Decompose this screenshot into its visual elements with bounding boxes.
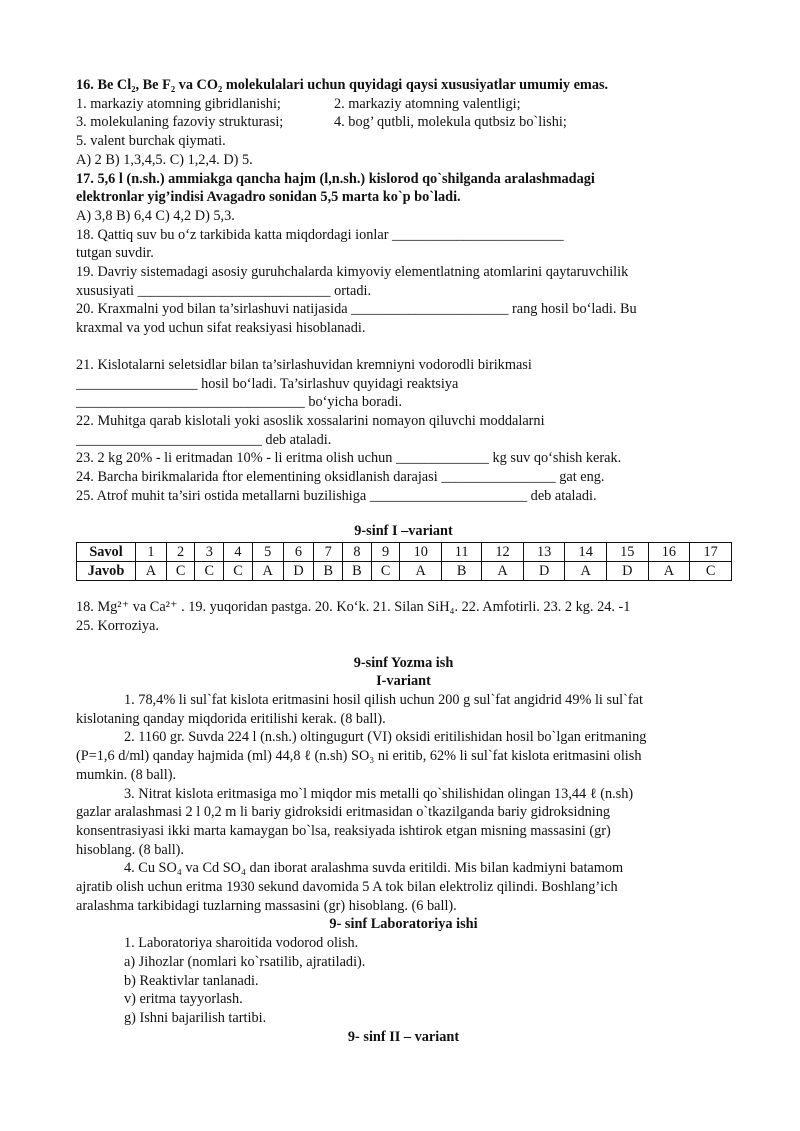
answer-table <box>76 542 732 581</box>
task3-line2: gazlar aralashmasi 2 l 0,2 m li bariy gidroksidi eritmasidan o`tkazilganda bariy gidroksidning <box>76 804 611 821</box>
q16-option-4: 4. bog’ qutbli, molekula qutbsiz bo`lishi; <box>334 114 567 131</box>
q21-line1: 21. Kislotalarni seletsidlar bilan ta’sirlashuvidan kremniyni vodorodli birikmasi <box>76 356 532 373</box>
task3-line4: hisoblang. (8 ball). <box>76 841 185 858</box>
q16-title: 16. Be Cl₂, Be F₂ va CO₂ molekulalari uchun quyidagi qaysi xususiyatlar umumiy emas. <box>76 77 609 93</box>
answer-table-question-cell: 11 <box>442 543 482 562</box>
q16-row2 <box>76 113 731 132</box>
lab-item-g: g) Ishni bajarilish tartibi. <box>124 1009 267 1026</box>
q16-option-3: 3. molekulaning fazoviy strukturasi; <box>76 114 284 131</box>
answer-table-answer-cell: A <box>136 562 167 581</box>
task1-line1: 1. 78,4% li sul`fat kislota eritmasini hosil qilish uchun 200 g sul`fat angidrid 49% li sul`fat <box>124 691 643 708</box>
answer-table-question-cell: 15 <box>607 543 649 562</box>
task4-line3: aralashma tarkibidagi tuzlarning massasini (gr) hisoblang. (6 ball). <box>76 897 457 914</box>
q18-line1: 18. Qattiq suv bu o‘z tarkibida katta miqdordagi ionlar ________________________ <box>76 226 564 243</box>
task4-line1: 4. Cu SO₄ va Cd SO₄ dan iborat aralashma suvda eritildi. Mis bilan kadmiyni batamom <box>124 860 624 877</box>
q16-option-1: 1. markaziy atomning gibridlanishi; <box>76 95 281 112</box>
q24: 24. Barcha birikmalarida ftor elementining oksidlanish darajasi ________________ gat eng. <box>76 469 605 486</box>
answer-table-question-cell: 8 <box>343 543 372 562</box>
q21-line2: _________________ hosil bo‘ladi. Ta’sirlashuv quyidagi reaktsiya <box>76 375 459 392</box>
answer-table-question-cell: 17 <box>690 543 732 562</box>
q19-line1: 19. Davriy sistemadagi asosiy guruhchalarda kimyoviy elementlatning atomlarini qaytaruvchilik <box>76 264 629 281</box>
answer-table-question-cell: 10 <box>400 543 442 562</box>
answer-table-answer-cell: D <box>607 562 649 581</box>
answer-table-question-cell: 4 <box>224 543 253 562</box>
q22-line2: __________________________ deb ataladi. <box>76 431 332 448</box>
written-variant: I-variant <box>376 673 431 690</box>
answer-table-header-savol: Savol <box>77 543 136 562</box>
answer-table-answer-cell: A <box>648 562 690 581</box>
answer-table-answer-cell: A <box>400 562 442 581</box>
q22-line1: 22. Muhitga qarab kislotali yoki asoslik xossalarini nomayon qiluvchi moddalarni <box>76 412 545 429</box>
q16-option-2: 2. markaziy atomning valentligi; <box>334 95 521 112</box>
answer-table-answer-cell: C <box>690 562 732 581</box>
answer-table-answer-cell: C <box>371 562 400 581</box>
answer-table-answer-cell: A <box>565 562 607 581</box>
q21-line3: ________________________________ bo‘yicha boradi. <box>76 394 403 411</box>
answer-table-question-cell: 1 <box>136 543 167 562</box>
answer-table-question-cell: 9 <box>371 543 400 562</box>
task3-line3: konsentrasiyasi ikki marta kamaygan bo`lsa, reaksiyada ishtirok etgan misning massasini (gr) <box>76 822 611 839</box>
answer-table-answer-cell: C <box>195 562 224 581</box>
answer-table-answer-row <box>77 562 732 581</box>
q25: 25. Atrof muhit ta’siri ostida metallarni buzilishiga ______________________ deb ataladi. <box>76 487 597 504</box>
answer-table-question-cell: 16 <box>648 543 690 562</box>
q20-line1: 20. Kraxmalni yod bilan ta’sirlashuvi natijasida ______________________ rang hosil bo‘ladi. Bu <box>76 301 637 318</box>
q16-answers: A) 2 B) 1,3,4,5. C) 1,2,4. D) 5. <box>76 151 253 168</box>
answer-table-question-cell: 14 <box>565 543 607 562</box>
lab-title: 9- sinf Laboratoriya ishi <box>329 916 478 933</box>
answer-table-answer-cell: A <box>482 562 524 581</box>
q17-answers: A) 3,8 B) 6,4 C) 4,2 D) 5,3. <box>76 207 235 224</box>
lab-item1: 1. Laboratoriya sharoitida vodorod olish. <box>124 935 359 952</box>
task3-line1: 3. Nitrat kislota eritmasiga mo`l miqdor mis metalli qo`shilishidan olingan 13,44 ℓ (n.sh) <box>124 785 634 802</box>
answer-table-answer-cell: B <box>442 562 482 581</box>
lab-item-b: b) Reaktivlar tanlanadi. <box>124 972 259 989</box>
q18-line2: tutgan suvdir. <box>76 245 154 262</box>
answer-table-question-cell: 13 <box>523 543 565 562</box>
variant2-title: 9- sinf II – variant <box>347 1028 460 1045</box>
answer-table-header-javob: Javob <box>77 562 136 581</box>
answer-table-answer-cell: C <box>224 562 253 581</box>
answer-table-question-cell: 7 <box>314 543 343 562</box>
lab-item-v: v) eritma tayyorlash. <box>124 991 243 1008</box>
answer-table-answer-cell: C <box>166 562 195 581</box>
lab-item-a: a) Jihozlar (nomlari ko`rsatilib, ajratiladi). <box>124 953 366 970</box>
answer-table-answer-cell: A <box>252 562 283 581</box>
variant-table-title: 9-sinf I –variant <box>354 523 453 540</box>
answer-table-question-cell: 5 <box>252 543 283 562</box>
answer-table-answer-cell: D <box>523 562 565 581</box>
answer-table-answer-cell: D <box>283 562 314 581</box>
q17-line1: 17. 5,6 l (n.sh.) ammiakga qancha hajm (l,n.sh.) kislorod qo`shilganda aralashmadagi <box>76 170 595 187</box>
q20-line2: kraxmal va yod uchun sifat reaksiyasi hisoblanadi. <box>76 320 366 337</box>
task1-line2: kislotaning qanday miqdorida eritilishi kerak. (8 ball). <box>76 710 386 727</box>
q17-line2: elektronlar yig’indisi Avagadro sonidan 5,5 marta ko`p bo`ladi. <box>76 189 461 206</box>
document-page <box>76 76 731 1046</box>
answer-table-question-cell: 6 <box>283 543 314 562</box>
open-answers-line1: 18. Mg²⁺ va Ca²⁺ . 19. yuqoridan pastga. 20. Ko‘k. 21. Silan SiH₄. 22. Amfotirli. 23. 2 kg. 24. -1 <box>76 599 631 616</box>
answer-table-question-cell: 2 <box>166 543 195 562</box>
task2-line1: 2. 1160 gr. Suvda 224 l (n.sh.) oltingugurt (VI) oksidi eritilishidan hosil bo`lgan eritmaning <box>124 729 647 746</box>
q23: 23. 2 kg 20% - li eritmadan 10% - li eritma olish uchun _____________ kg suv qo‘shish kerak. <box>76 450 622 467</box>
q16-option-5: 5. valent burchak qiymati. <box>76 133 226 150</box>
answer-table-question-cell: 3 <box>195 543 224 562</box>
task2-line3: mumkin. (8 ball). <box>76 766 177 783</box>
answer-table-question-cell: 12 <box>482 543 524 562</box>
answer-table-question-row <box>77 543 732 562</box>
q19-line2: xususiyati ___________________________ ortadi. <box>76 282 372 299</box>
q16-row1 <box>76 95 731 114</box>
task4-line2: ajratib olish uchun eritma 1930 sekund davomida 5 A tok bilan elektroliz qilindi. Boshlang’ich <box>76 879 618 896</box>
answer-table-answer-cell: B <box>314 562 343 581</box>
task2-line2: (P=1,6 d/ml) qanday hajmida (ml) 44,8 ℓ (n.sh) SO₃ ni eritib, 62% li sul`fat kislota eritmasini olish <box>76 748 642 765</box>
answer-table-answer-cell: B <box>343 562 372 581</box>
open-answers-line2: 25. Korroziya. <box>76 617 159 634</box>
written-title: 9-sinf Yozma ish <box>353 654 454 671</box>
